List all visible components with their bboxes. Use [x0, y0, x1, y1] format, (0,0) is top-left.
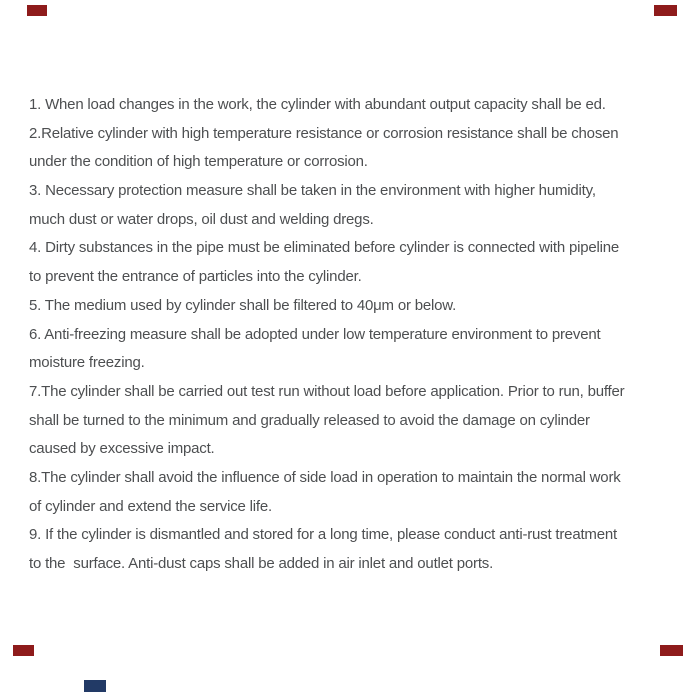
note-7-line-2: shall be turned to the minimum and gradually released to avoid the damage on cylinder	[29, 411, 590, 429]
note-6-line-2: moisture freezing.	[29, 354, 145, 372]
note-8-line-1: 8.The cylinder shall avoid the influence of side load in operation to maintain the normal work	[29, 468, 621, 486]
mark-top-left	[27, 5, 47, 16]
note-8-line-2: of cylinder and extend the service life.	[29, 497, 272, 515]
note-6-line-1: 6. Anti-freezing measure shall be adopted under low temperature environment to prevent	[29, 325, 601, 343]
note-3-line-1: 3. Necessary protection measure shall be taken in the environment with higher humidity,	[29, 182, 596, 200]
note-7-line-1: 7.The cylinder shall be carried out test run without load before application. Prior to run, buffer	[29, 382, 625, 400]
mark-top-right	[654, 5, 677, 16]
mark-bottom-navy	[84, 680, 106, 692]
note-1-line-1: 1. When load changes in the work, the cylinder with abundant output capacity shall be ed.	[29, 96, 606, 113]
note-3-line-2: much dust or water drops, oil dust and welding dregs.	[29, 210, 374, 228]
note-2-line-1: 2.Relative cylinder with high temperature resistance or corrosion resistance shall be chosen	[29, 124, 619, 142]
note-4-line-1: 4. Dirty substances in the pipe must be eliminated before cylinder is connected with pipeline	[29, 239, 620, 257]
note-5-line-1: 5. The medium used by cylinder shall be filtered to 40μm or below.	[29, 296, 457, 314]
usage-notes-list	[29, 91, 690, 579]
note-9-line-2: to the surface. Anti-dust caps shall be added in air inlet and outlet ports.	[29, 555, 494, 572]
mark-bottom-right	[660, 645, 683, 656]
mark-bottom-left	[13, 645, 34, 656]
note-2-line-2: under the condition of high temperature or corrosion.	[29, 153, 368, 171]
note-4-line-2: to prevent the entrance of particles into the cylinder.	[29, 268, 362, 286]
note-7-line-3: caused by excessive impact.	[29, 440, 215, 458]
note-9-line-1: 9. If the cylinder is dismantled and stored for a long time, please conduct anti-rust treatment	[29, 526, 617, 544]
